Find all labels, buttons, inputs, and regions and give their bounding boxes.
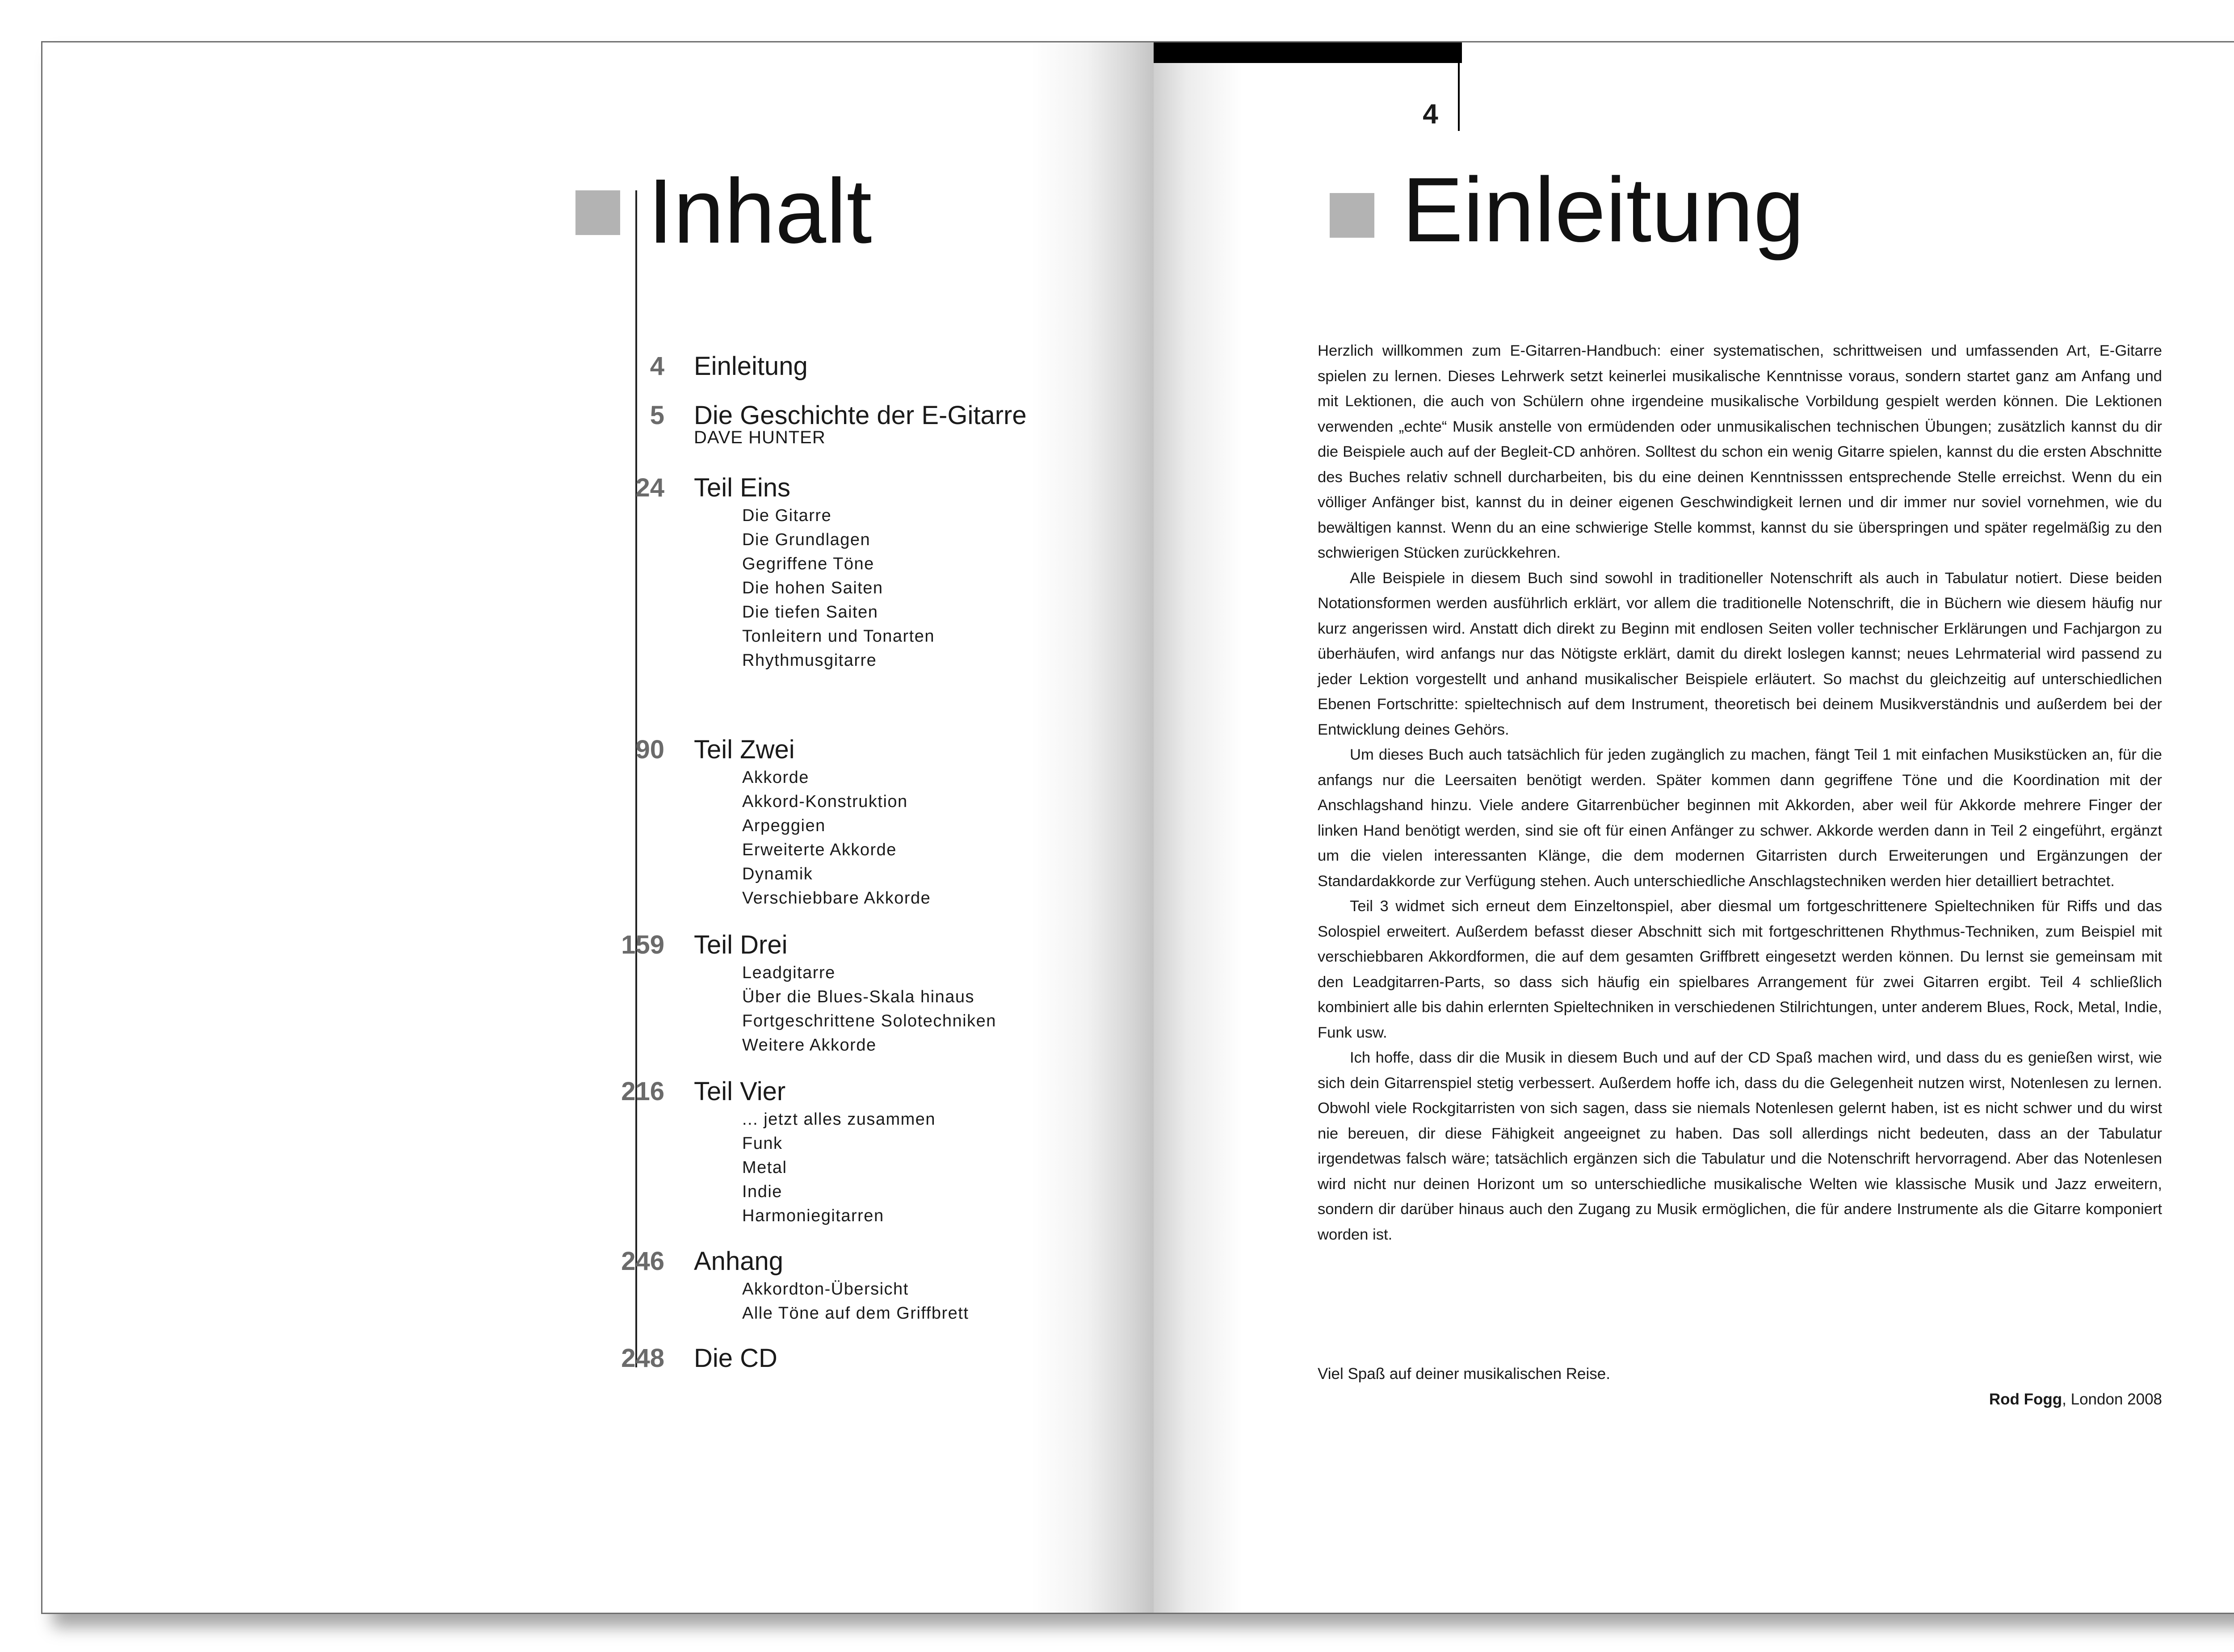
- signature: [1318, 1391, 2162, 1408]
- intro-paragraph: Ich hoffe, dass dir die Musik in diesem Buch und auf der CD Spaß machen wird, und dass du es genießen wirst, wie sich dein Gitarrenspiel stetig verbessert. Außerdem hoffe ich, dass du die Gelegenheit nutzen wirst, Notenlesen zu lernen. Obwohl viele Rockgitarristen von sich sagen, dass sie niemals Notenlesen gelernt haben, ist es nicht schwer und du wirst nie bereuen, dir diese Fähigkeit angeeignet zu haben. Das soll allerdings nicht bedeuten, dass an der Tabulatur irgendetwas falsch wäre; tatsächlich ergänzen sich die Tabulatur und die Notenschrift hervorragend. Aber das Notenlesen wird nicht nur deinen Horizont um so unterschiedliche musikalische Welten wie klassische Musik und Jazz erweitern, sondern dir darüber hinaus auch den Zugang zu Musik ermöglichen, die für andere Instrumente als die Gitarre komponiert worden ist.: [1318, 1049, 2162, 1243]
- toc-subsection-list: [742, 961, 996, 1057]
- toc-entry-title: Anhang: [694, 1247, 783, 1276]
- toc-subsection: Akkordton-Übersicht: [742, 1280, 909, 1299]
- toc-subsection: Verschiebbare Akkorde: [742, 889, 931, 908]
- toc-subsection-list: [742, 765, 931, 910]
- toc-entry-title: Einleitung: [694, 352, 808, 381]
- page-number: 4: [1423, 99, 1439, 130]
- right-page: [1154, 42, 2234, 1613]
- intro-body: [1318, 338, 2162, 1247]
- intro-paragraph: Um dieses Buch auch tatsächlich für jeden zugänglich zu machen, fängt Teil 1 mit einfachen Musikstücken an, für die anfangs nur die Leersaiten benötigt werden. Später kommen dann gegriffene Töne und die Koordination mit der Anschlagshand hinzu. Viele andere Gitarrenbücher beginnen mit Akkorden, aber weil für Akkorde mehrere Finger der linken Hand benötigt werden, sind sie oft für einen Anfänger zu schwer. Akkorde werden dann in Teil 2 eingeführt, ergänzt um die vielen interessanten Klänge, die dem modernen Gitarristen durch Erweiterungen und Ergänzungen der Standardakkorde zur Verfügung stehen. Auch unterschiedliche Anschlagstechniken werden hier detailliert betrachtet.: [1318, 746, 2162, 890]
- toc-entry-title: Die CD: [694, 1344, 777, 1373]
- toc-subsection: Die hohen Saiten: [742, 579, 883, 597]
- toc-subsection: Erweiterte Akkorde: [742, 841, 897, 859]
- toc-subsection: Weitere Akkorde: [742, 1036, 877, 1055]
- toc-page-number: 159: [621, 930, 664, 959]
- page-top-bar: [1154, 42, 1462, 63]
- toc-subsection: Akkorde: [742, 768, 809, 787]
- heading-square-icon: [1330, 193, 1374, 238]
- intro-paragraph: Herzlich willkommen zum E-Gitarren-Handbuch: einer systematischen, schrittweisen und umfassenden Art, E-Gitarre spielen zu lernen. Dieses Lehrwerk setzt keinerlei musikalische Kenntnisse voraus, sondern startet ganz am Anfang und mit Lektionen, die auch von Schülern ohne irgendeine musikalische Vorbildung gespielt werden können. Die Lektionen verwenden „echte“ Musik anstelle von ermüdenden oder unmusikalischen technischen Übungen; zusätzlich kannst du dir die Beispiele auch auf der Begleit-CD anhören. Solltest du schon ein wenig Gitarre spielen, kannst du die ersten Abschnitte des Buches relativ schnell durcharbeiten, bis du eine deinen Kenntnisssen entsprechende Stelle erreichst. Wenn du ein völliger Anfänger bist, kannst du in deiner eigenen Geschwindigkeit lernen und dir immer nur soviel vornehmen, wie du bewältigen kannst. Wenn du an eine schwierige Stelle kommst, kannst du sie überspringen und später regelmäßig zu den schwierigen Stücken zurückkehren.: [1318, 342, 2162, 561]
- toc-subsection: Tonleitern und Tonarten: [742, 627, 935, 646]
- toc-page-number: 4: [650, 352, 664, 381]
- page-number-rule: [1458, 42, 1460, 131]
- toc-subsection: Harmoniegitarren: [742, 1206, 884, 1225]
- toc-subsection: Akkord-Konstruktion: [742, 792, 908, 811]
- toc-subsection-list: [742, 504, 935, 673]
- table-of-contents: [42, 42, 1115, 1613]
- toc-entry-title: Teil Eins: [694, 473, 790, 502]
- toc-subsection: Leadgitarre: [742, 963, 836, 982]
- toc-subsection: Arpeggien: [742, 816, 826, 835]
- toc-entry-title: Die Geschichte der E-Gitarre: [694, 401, 1027, 430]
- left-page: [42, 42, 1154, 1613]
- toc-subsection: Indie: [742, 1182, 782, 1201]
- toc-page-number: 5: [650, 401, 664, 430]
- open-book: [41, 41, 2234, 1614]
- toc-subsection-list: [742, 1277, 969, 1325]
- toc-entry-author: DAVE HUNTER: [694, 428, 826, 447]
- toc-page-number: 216: [621, 1077, 664, 1106]
- closing-line: Viel Spaß auf deiner musikalischen Reise.: [1318, 1365, 1610, 1383]
- toc-entry-title: Teil Drei: [694, 930, 788, 959]
- signature-place: , London 2008: [2062, 1391, 2162, 1408]
- toc-subsection: Fortgeschrittene Solotechniken: [742, 1012, 996, 1030]
- toc-subsection: Die tiefen Saiten: [742, 603, 878, 622]
- toc-page-number: 90: [635, 735, 664, 764]
- toc-subsection: Gegriffene Töne: [742, 555, 874, 573]
- toc-heading: Inhalt: [648, 160, 872, 262]
- toc-subsection: ... jetzt alles zusammen: [742, 1110, 936, 1129]
- toc-entry-title: Teil Zwei: [694, 735, 795, 764]
- toc-subsection: Die Gitarre: [742, 506, 832, 525]
- toc-subsection: Alle Töne auf dem Griffbrett: [742, 1304, 969, 1323]
- toc-page-number: 24: [635, 473, 664, 502]
- toc-subsection-list: [742, 1107, 936, 1228]
- author-name: Rod Fogg: [1989, 1391, 2062, 1408]
- toc-subsection: Die Grundlagen: [742, 530, 871, 549]
- toc-subsection: Funk: [742, 1134, 783, 1153]
- toc-subsection: Dynamik: [742, 865, 813, 883]
- toc-subsection: Metal: [742, 1158, 787, 1177]
- intro-paragraph: Alle Beispiele in diesem Buch sind sowohl in traditioneller Notenschrift als auch in Tabulatur notiert. Diese beiden Notationsformen werden ausführlich erklärt, vor allem die traditionelle Notenschrift, die in Büchern wie diesem häufig nur kurz angerissen wird. Anstatt dich direkt zu Beginn mit endlosen Seiten voller technischer Erklärungen und Fachjargon zu überhäufen, wird anfangs nur das Nötigste erklärt, damit du direkt loslegen kannst; neues Lehrmaterial wird passend zu jeder Lektion vorgestellt und anhand musikalischer Beispiele erläutert. So machst du gleichzeitig auf unterschiedlichen Ebenen Fortschritte: spieltechnisch auf dem Instrument, theoretisch bei deinem Musikverständnis und außerdem bei der Entwicklung deines Gehörs.: [1318, 569, 2162, 738]
- intro-paragraph: Teil 3 widmet sich erneut dem Einzeltonspiel, aber diesmal um fortgeschrittenere Spieltechniken für Riffs und das Solospiel erweitert. Außerdem befasst dieser Abschnitt sich mit fortgeschrittenen Rhythmus-Techniken, zum Beispiel mit verschiebbaren Akkordformen, die auf dem gesamten Griffbrett eingesetzt werden können. Du lernst sie gemeinsam mit den Leadgitarren-Parts, so dass sich häufig ein spielbares Arrangement für zwei Gitarren ergibt. Teil 4 schließlich kombiniert alle bis dahin erlernten Spieltechniken in verschiedenen Stilrichtungen, unter anderem Blues, Rock, Metal, Indie, Funk usw.: [1318, 898, 2162, 1041]
- toc-page-number: 246: [621, 1247, 664, 1276]
- intro-heading: Einleitung: [1402, 159, 1805, 261]
- toc-subsection: Über die Blues-Skala hinaus: [742, 988, 974, 1006]
- toc-page-number: 248: [621, 1344, 664, 1373]
- toc-entry-title: Teil Vier: [694, 1077, 786, 1106]
- toc-subsection: Rhythmusgitarre: [742, 651, 877, 670]
